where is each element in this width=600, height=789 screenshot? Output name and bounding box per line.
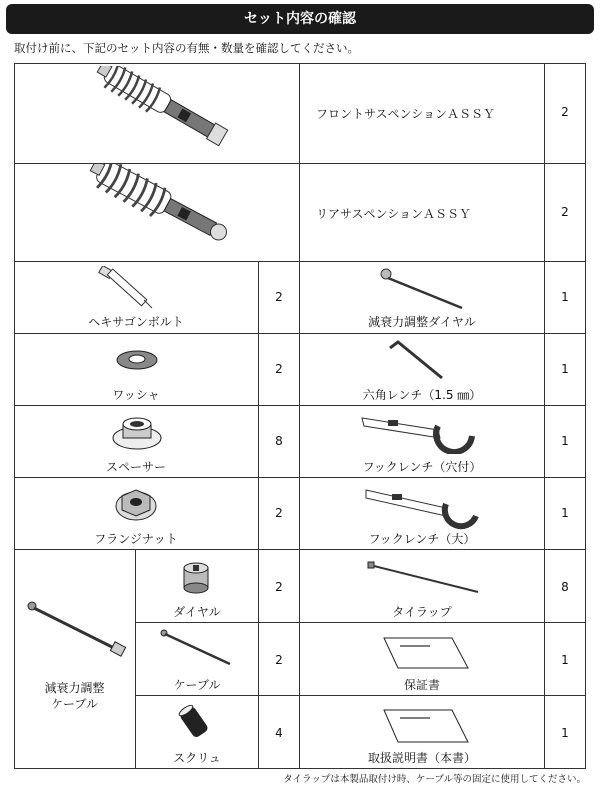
- flange-nut-illustration: [114, 484, 158, 524]
- tie-wrap-label: タイラップ: [392, 605, 452, 619]
- rear-suspension-label: リアサスペンションＡＳＳＹ: [316, 207, 471, 221]
- hook-wrench-large-qty: 1: [561, 506, 569, 520]
- washer-label: ワッシャ: [112, 388, 160, 402]
- footnote-text: タイラップは本製品取付け時、ケーブル等の固定に使用してください。: [283, 774, 586, 785]
- hex-wrench-illustration: [386, 338, 446, 382]
- dial-label: ダイヤル: [173, 605, 221, 619]
- front-suspension-label: フロントサスペンションＡＳＳＹ: [316, 107, 495, 121]
- hook-wrench-large-label: フックレンチ（大）: [368, 532, 476, 546]
- spacer-qty: 8: [275, 434, 283, 448]
- dial-illustration: [178, 556, 214, 596]
- flange-nut-label: フランジナット: [94, 532, 178, 546]
- instruction-text: 取付け前に、下記のセット内容の有無・数量を確認してください。: [14, 41, 359, 55]
- spacer-label: スペーサー: [105, 460, 166, 474]
- hook-wrench-hole-label: フックレンチ（穴付）: [362, 460, 482, 474]
- manual-illustration: [380, 706, 470, 746]
- warranty-card-illustration: [380, 634, 470, 672]
- hook-wrench-hole-illustration: [358, 408, 478, 454]
- tie-wrap-qty: 8: [561, 580, 569, 594]
- washer-qty: 2: [275, 362, 283, 376]
- front-suspension-illustration: [80, 66, 230, 162]
- flange-nut-qty: 2: [275, 506, 283, 520]
- warranty-label: 保証書: [403, 678, 440, 692]
- cable-label: ケーブル: [173, 678, 221, 692]
- damping-cable-label-line2: ケーブル: [51, 697, 98, 711]
- hex-wrench-label: 六角レンチ（1.5 ㎜）: [362, 388, 482, 402]
- hex-bolt-qty: 2: [275, 290, 283, 304]
- manual-label: 取扱説明書（本書）: [367, 751, 476, 765]
- tie-wrap-illustration: [366, 560, 482, 596]
- damping-dial-qty: 1: [561, 290, 569, 304]
- damping-dial-label: 減衰力調整ダイヤル: [368, 315, 476, 329]
- page-title: セット内容の確認: [6, 4, 594, 34]
- damping-cable-illustration: [26, 600, 130, 662]
- hook-wrench-large-illustration: [362, 484, 482, 530]
- hex-bolt-label: ヘキサゴンボルト: [88, 315, 184, 329]
- cable-illustration: [158, 628, 236, 668]
- screw-label: スクリュ: [173, 751, 221, 765]
- screw-illustration: [176, 702, 212, 742]
- rear-suspension-qty: 2: [561, 205, 569, 219]
- spacer-illustration: [110, 412, 164, 452]
- manual-qty: 1: [561, 726, 569, 740]
- hook-wrench-hole-qty: 1: [561, 434, 569, 448]
- screw-qty: 4: [275, 726, 283, 740]
- damping-dial-illustration: [374, 266, 470, 312]
- damping-cable-label-line1: 減衰力調整: [44, 681, 105, 695]
- hex-bolt-illustration: [96, 266, 166, 310]
- cable-qty: 2: [275, 653, 283, 667]
- dial-qty: 2: [275, 580, 283, 594]
- hex-wrench-qty: 1: [561, 362, 569, 376]
- warranty-qty: 1: [561, 653, 569, 667]
- rear-suspension-illustration: [76, 164, 236, 260]
- front-suspension-qty: 2: [561, 105, 569, 119]
- washer-illustration: [114, 348, 160, 372]
